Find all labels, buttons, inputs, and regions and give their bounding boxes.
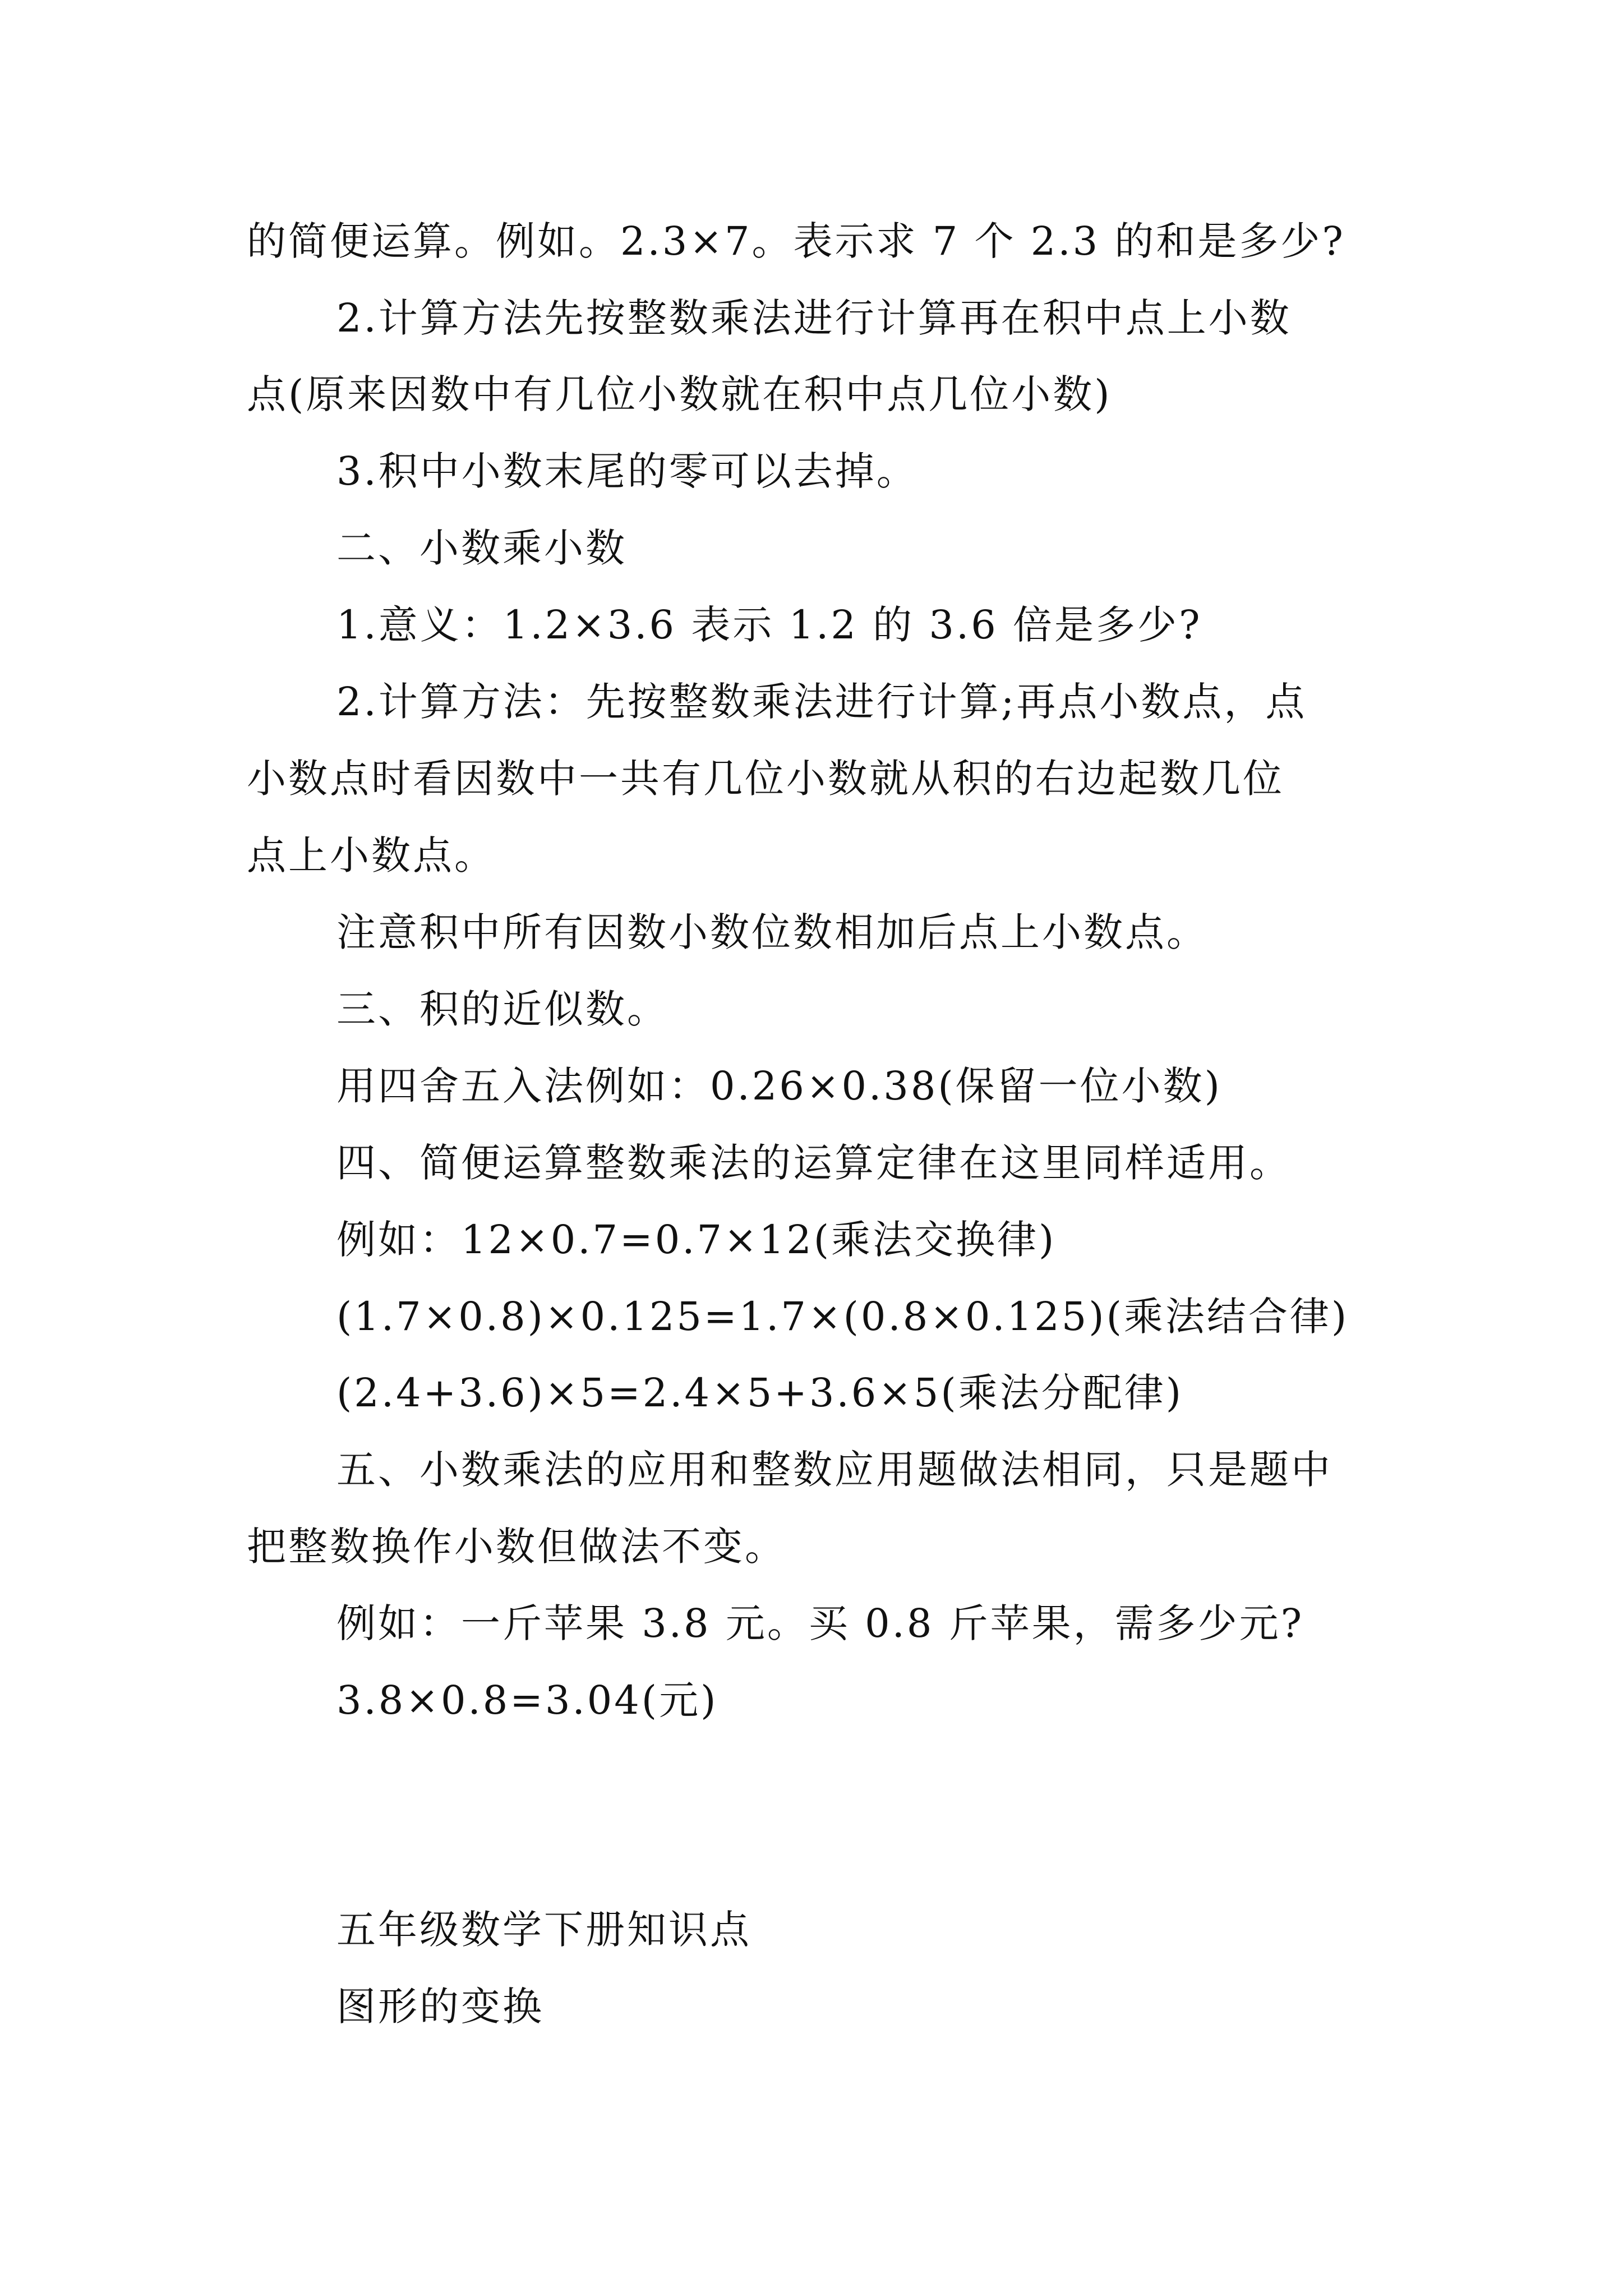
text-line: (2.4+3.6)×5=2.4×5+3.6×5(乘法分配律) (336, 1370, 1184, 1416)
text-line: 3.8×0.8=3.04(元) (336, 1677, 718, 1723)
text-line: 用四舍五入法例如：0.26×0.38(保留一位小数) (336, 1063, 1222, 1109)
text-line: 的简便运算。例如。2.3×7。表示求 7 个 2.3 的和是多少? (247, 218, 1345, 264)
text-line: 注意积中所有因数小数位数相加后点上小数点。 (336, 909, 1208, 955)
section-heading: 图形的变换 (336, 1984, 544, 2030)
text-line: 点上小数点。 (247, 832, 496, 878)
text-line: 小数点时看因数中一共有几位小数就从积的右边起数几位 (247, 756, 1284, 802)
text-line: (1.7×0.8)×0.125=1.7×(0.8×0.125)(乘法结合律) (336, 1294, 1349, 1340)
section-heading: 二、小数乘小数 (336, 525, 627, 571)
text-line: 2.计算方法：先按整数乘法进行计算;再点小数点，点 (336, 679, 1307, 725)
text-line: 例如：一斤苹果 3.8 元。买 0.8 斤苹果，需多少元? (336, 1600, 1304, 1646)
document-title: 五年级数学下册知识点 (336, 1907, 751, 1953)
section-heading: 四、简便运算整数乘法的运算定律在这里同样适用。 (336, 1140, 1291, 1186)
text-line: 例如：12×0.7=0.7×12(乘法交换律) (336, 1217, 1057, 1263)
section-heading: 五、小数乘法的应用和整数应用题做法相同，只是题中 (336, 1447, 1332, 1493)
text-line: 1.意义：1.2×3.6 表示 1.2 的 3.6 倍是多少? (336, 602, 1202, 648)
text-line: 2.计算方法先按整数乘法进行计算再在积中点上小数 (336, 295, 1292, 341)
text-line: 把整数换作小数但做法不变。 (247, 1524, 786, 1570)
text-line: 点(原来因数中有几位小数就在积中点几位小数) (247, 371, 1112, 417)
section-heading: 三、积的近似数。 (336, 986, 668, 1032)
text-line: 3.积中小数末尾的零可以去掉。 (336, 448, 918, 494)
